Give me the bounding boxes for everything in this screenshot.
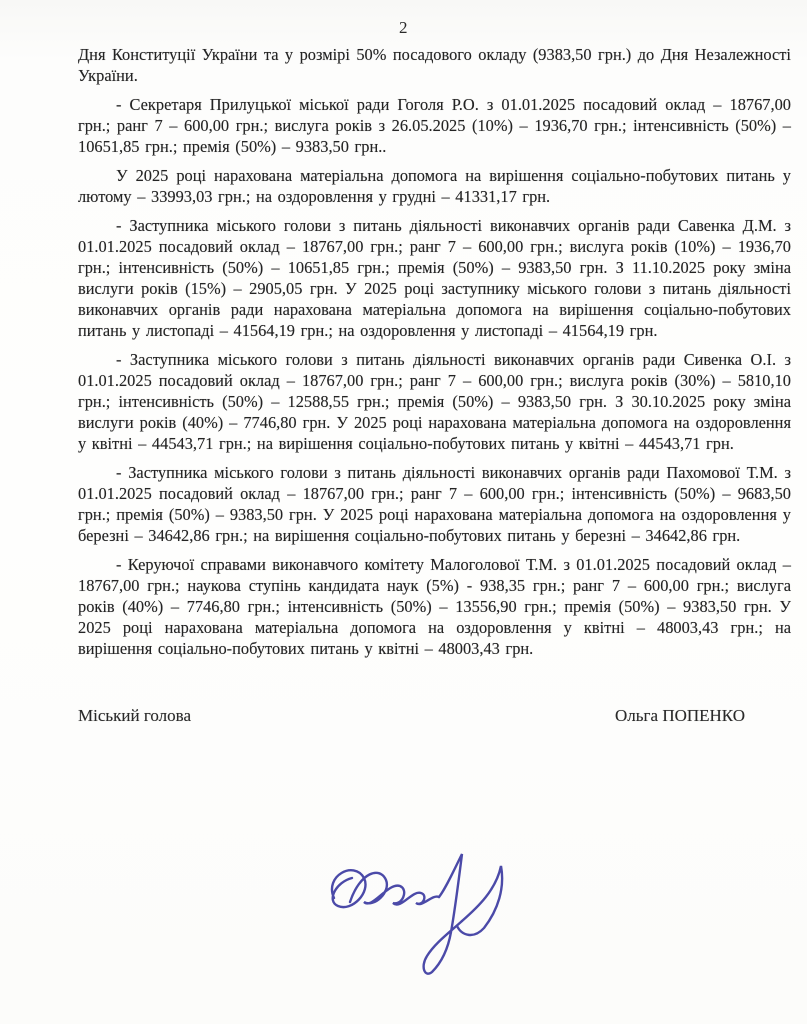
handwritten-signature-icon	[316, 848, 526, 980]
document-body	[0, 44, 807, 659]
paragraph-deputy-syvenko: - Заступника міського голови з питань діяльності виконавчих органів ради Сивенка О.І. з 01.01.2025 посадовий оклад – 18767,00 грн.; ранг 7 – 600,00 грн.; вислуга років (30%) – 5810,10 грн.; інтенсивність (50%) – 12588,55 грн.; премія (50%) – 9383,50 грн. З 30.10.2025 року зміна вислуги років (40%) – 7746,80 грн. У 2025 році нарахована матеріальна допомога на оздоровлення у квітні – 44543,71 грн.; на вирішення соціально-побутових питань у квітні – 44543,71 грн.	[78, 350, 791, 453]
paragraph-manager-maloholova: - Керуючої справами виконавчого комітету Малоголової Т.М. з 01.01.2025 посадовий оклад – 18767,00 грн.; наукова ступінь кандидата наук (5%) - 938,35 грн.; ранг 7 – 600,00 грн.; вислуга років (40%) – 7746,80 грн.; інтенсивність (50%) – 13556,90 грн.; премія (50%) – 9383,50 грн. У 2025 році нарахована матеріальна допомога на оздоровлення у квітні – 48003,43 грн.; на вирішення соціально-побутових питань у квітні – 48003,43 грн.	[78, 555, 791, 658]
signer-position-label: Міський голова	[78, 706, 191, 725]
paragraph-deputy-savenko: - Заступника міського голови з питань діяльності виконавчих органів ради Савенка Д.М. з 01.01.2025 посадовий оклад – 18767,00 грн.; ранг 7 – 600,00 грн.; вислуга років (10%) – 1936,70 грн.; інтенсивність (50%) – 10651,85 грн.; премія (50%) – 9383,50 грн. З 11.10.2025 року зміна вислуги років (15%) – 2905,05 грн. У 2025 році заступнику міського голови з питань діяльності виконавчих органів ради нарахована матеріальна допомога на вирішення соціально-побутових питань у листопаді – 41564,19 грн.; на оздоровлення у листопаді – 41564,19 грн.	[78, 216, 791, 340]
signer-name-label: Ольга ПОПЕНКО	[615, 706, 745, 725]
signature-block	[0, 706, 807, 726]
paragraph-constitution-day: Дня Конституції України та у розмірі 50% посадового окладу (9383,50 грн.) до Дня Незалежності України.	[78, 45, 791, 85]
paragraph-secretary-aid-2025: У 2025 році нарахована матеріальна допомога на вирішення соціально-побутових питань у лютому – 33993,03 грн.; на оздоровлення у грудні – 41331,17 грн.	[78, 166, 791, 206]
page-number: 2	[399, 18, 408, 37]
paragraph-secretary-hohol: - Секретаря Прилуцької міської ради Гоголя Р.О. з 01.01.2025 посадовий оклад – 18767,00 грн.; ранг 7 – 600,00 грн.; вислуга років з 26.05.2025 (10%) – 1936,70 грн.; інтенсивність (50%) – 10651,85 грн.; премія (50%) – 9383,50 грн..	[78, 95, 791, 156]
paragraph-deputy-pakhomova: - Заступника міського голови з питань діяльності виконавчих органів ради Пахомової Т.М. з 01.01.2025 посадовий оклад – 18767,00 грн.; ранг 7 – 600,00 грн.; інтенсивність (50%) – 9683,50 грн.; премія (50%) – 9383,50 грн. У 2025 році нарахована матеріальна допомога на оздоровлення у березні – 34642,86 грн.; на вирішення соціально-побутових питань у березні – 34642,86 грн.	[78, 463, 791, 545]
